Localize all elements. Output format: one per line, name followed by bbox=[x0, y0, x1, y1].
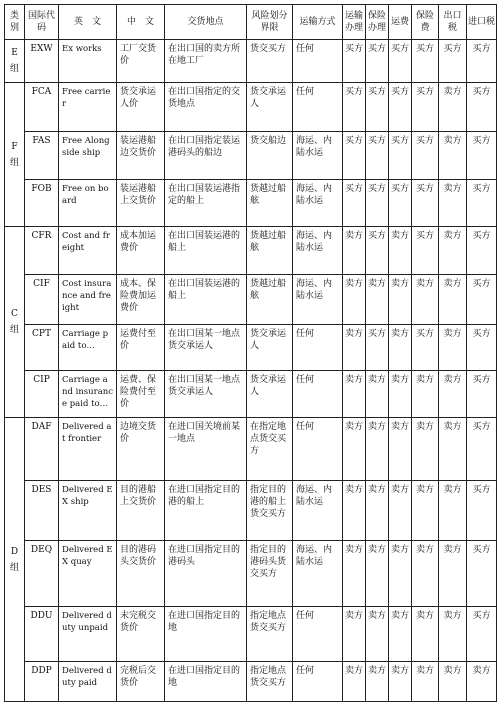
insurance-fee: 买方 bbox=[412, 180, 439, 227]
insurance-arrange: 买方 bbox=[366, 40, 389, 83]
insurance-fee: 卖方 bbox=[412, 662, 439, 702]
transport-mode: 海运、内陆水运 bbox=[293, 132, 343, 180]
term-code: DAF bbox=[25, 418, 59, 481]
header-english: 英 文 bbox=[59, 5, 117, 40]
export-tax: 卖方 bbox=[439, 481, 467, 541]
freight: 卖方 bbox=[389, 227, 412, 275]
import-tax: 卖方 bbox=[467, 662, 497, 702]
insurance-fee: 卖方 bbox=[412, 275, 439, 325]
delivery-point: 在出口国装运港的船上 bbox=[165, 227, 247, 275]
transport-mode: 任何 bbox=[293, 40, 343, 83]
delivery-point: 在出口国装运港指定的船上 bbox=[165, 180, 247, 227]
insurance-fee: 卖方 bbox=[412, 481, 439, 541]
insurance-arrange: 买方 bbox=[366, 227, 389, 275]
export-tax: 卖方 bbox=[439, 541, 467, 607]
freight: 卖方 bbox=[389, 418, 412, 481]
term-chinese: 完税后交货价 bbox=[117, 662, 165, 702]
group-cell bbox=[5, 227, 25, 418]
term-code: EXW bbox=[25, 40, 59, 83]
freight: 卖方 bbox=[389, 607, 412, 662]
insurance-fee: 卖方 bbox=[412, 418, 439, 481]
freight: 卖方 bbox=[389, 481, 412, 541]
insurance-fee: 卖方 bbox=[412, 371, 439, 418]
transport-arrange: 买方 bbox=[343, 40, 366, 83]
term-english: Cost insurance and freight bbox=[59, 275, 117, 325]
export-tax: 卖方 bbox=[439, 607, 467, 662]
term-english: Delivered duty unpaid bbox=[59, 607, 117, 662]
import-tax: 买方 bbox=[467, 541, 497, 607]
group-cell bbox=[5, 40, 25, 83]
import-tax: 买方 bbox=[467, 325, 497, 371]
freight: 卖方 bbox=[389, 541, 412, 607]
transport-arrange: 卖方 bbox=[343, 325, 366, 371]
import-tax: 买方 bbox=[467, 83, 497, 132]
header-transport-mode: 运输方式 bbox=[293, 5, 343, 40]
insurance-fee: 买方 bbox=[412, 40, 439, 83]
group-suffix: 组 bbox=[9, 325, 19, 335]
freight: 买方 bbox=[389, 40, 412, 83]
group-letter: D bbox=[10, 546, 19, 557]
table-row bbox=[5, 180, 497, 227]
transport-mode: 海运、内陆水运 bbox=[293, 541, 343, 607]
delivery-point: 在出口国指定装运港码头的船边 bbox=[165, 132, 247, 180]
header-category: 类别 bbox=[5, 5, 25, 40]
insurance-arrange: 卖方 bbox=[366, 371, 389, 418]
export-tax: 卖方 bbox=[439, 325, 467, 371]
export-tax: 卖方 bbox=[439, 180, 467, 227]
transport-arrange: 卖方 bbox=[343, 275, 366, 325]
header-export-tax: 出口税 bbox=[439, 5, 467, 40]
import-tax: 买方 bbox=[467, 481, 497, 541]
header-insurance-fee: 保险费 bbox=[412, 5, 439, 40]
table-row bbox=[5, 371, 497, 418]
insurance-fee: 卖方 bbox=[412, 607, 439, 662]
term-english: Free carrier bbox=[59, 83, 117, 132]
table-row bbox=[5, 607, 497, 662]
term-english: Cost and freight bbox=[59, 227, 117, 275]
term-english: Ex works bbox=[59, 40, 117, 83]
export-tax: 卖方 bbox=[439, 371, 467, 418]
transport-arrange: 卖方 bbox=[343, 607, 366, 662]
term-chinese: 货交承运人价 bbox=[117, 83, 165, 132]
insurance-fee: 买方 bbox=[412, 227, 439, 275]
freight: 卖方 bbox=[389, 325, 412, 371]
table-row bbox=[5, 227, 497, 275]
insurance-arrange: 买方 bbox=[366, 325, 389, 371]
transport-arrange: 卖方 bbox=[343, 662, 366, 702]
risk-boundary: 货交买方 bbox=[247, 40, 293, 83]
freight: 卖方 bbox=[389, 275, 412, 325]
term-chinese: 成本加运费价 bbox=[117, 227, 165, 275]
delivery-point: 在出口国的卖方所在地工厂 bbox=[165, 40, 247, 83]
table-row bbox=[5, 418, 497, 481]
term-code: CPT bbox=[25, 325, 59, 371]
insurance-arrange: 买方 bbox=[366, 83, 389, 132]
transport-mode: 任何 bbox=[293, 325, 343, 371]
term-code: FCA bbox=[25, 83, 59, 132]
group-suffix: 组 bbox=[9, 562, 19, 573]
incoterms-table bbox=[4, 4, 497, 702]
group-letter: E bbox=[11, 48, 18, 58]
transport-mode: 任何 bbox=[293, 83, 343, 132]
transport-arrange: 买方 bbox=[343, 83, 366, 132]
delivery-point: 在进口国指定目的地 bbox=[165, 662, 247, 702]
header-transport-arrange: 运输办理 bbox=[343, 5, 366, 40]
risk-boundary: 货交承运人 bbox=[247, 83, 293, 132]
import-tax: 买方 bbox=[467, 40, 497, 83]
insurance-arrange: 买方 bbox=[366, 180, 389, 227]
group-suffix: 组 bbox=[9, 157, 19, 168]
transport-mode: 任何 bbox=[293, 662, 343, 702]
table-body bbox=[5, 40, 497, 702]
delivery-point: 在进口国关境前某一地点 bbox=[165, 418, 247, 481]
term-code: FAS bbox=[25, 132, 59, 180]
term-chinese: 未完税交货价 bbox=[117, 607, 165, 662]
export-tax: 卖方 bbox=[439, 83, 467, 132]
transport-arrange: 卖方 bbox=[343, 418, 366, 481]
transport-arrange: 卖方 bbox=[343, 541, 366, 607]
group-cell bbox=[5, 418, 25, 702]
insurance-fee: 卖方 bbox=[412, 541, 439, 607]
transport-mode: 海运、内陆水运 bbox=[293, 481, 343, 541]
import-tax: 买方 bbox=[467, 371, 497, 418]
risk-boundary: 货交承运人 bbox=[247, 325, 293, 371]
export-tax: 卖方 bbox=[439, 227, 467, 275]
freight: 卖方 bbox=[389, 371, 412, 418]
table-row bbox=[5, 325, 497, 371]
delivery-point: 在进口国指定目的港码头 bbox=[165, 541, 247, 607]
term-chinese: 目的港船上交货价 bbox=[117, 481, 165, 541]
table-row bbox=[5, 662, 497, 702]
header-freight: 运费 bbox=[389, 5, 412, 40]
group-cell bbox=[5, 83, 25, 227]
table-row bbox=[5, 132, 497, 180]
delivery-point: 在出口国某一地点货交承运人 bbox=[165, 325, 247, 371]
table-row bbox=[5, 275, 497, 325]
term-chinese: 运费、保险费付至价 bbox=[117, 371, 165, 418]
import-tax: 买方 bbox=[467, 132, 497, 180]
export-tax: 卖方 bbox=[439, 275, 467, 325]
insurance-fee: 买方 bbox=[412, 325, 439, 371]
term-code: CIP bbox=[25, 371, 59, 418]
transport-arrange: 买方 bbox=[343, 180, 366, 227]
transport-arrange: 卖方 bbox=[343, 481, 366, 541]
group-letter: F bbox=[11, 141, 18, 152]
import-tax: 买方 bbox=[467, 607, 497, 662]
header-row bbox=[5, 5, 497, 40]
transport-arrange: 卖方 bbox=[343, 371, 366, 418]
transport-arrange: 卖方 bbox=[343, 227, 366, 275]
risk-boundary: 指定地点货交买方 bbox=[247, 607, 293, 662]
term-english: Carriage paid to… bbox=[59, 325, 117, 371]
transport-arrange: 买方 bbox=[343, 132, 366, 180]
term-chinese: 成本、保险费加运费价 bbox=[117, 275, 165, 325]
insurance-arrange: 卖方 bbox=[366, 541, 389, 607]
term-english: Delivered at frontier bbox=[59, 418, 117, 481]
insurance-arrange: 卖方 bbox=[366, 662, 389, 702]
insurance-fee: 买方 bbox=[412, 132, 439, 180]
freight: 买方 bbox=[389, 83, 412, 132]
group-suffix: 组 bbox=[9, 64, 19, 74]
term-code: CFR bbox=[25, 227, 59, 275]
insurance-fee: 买方 bbox=[412, 83, 439, 132]
term-chinese: 目的港码头交货价 bbox=[117, 541, 165, 607]
freight: 买方 bbox=[389, 132, 412, 180]
insurance-arrange: 卖方 bbox=[366, 418, 389, 481]
header-insurance-arrange: 保险办理 bbox=[366, 5, 389, 40]
header-risk: 风险划分界限 bbox=[247, 5, 293, 40]
term-english: Delivered EX quay bbox=[59, 541, 117, 607]
import-tax: 买方 bbox=[467, 180, 497, 227]
risk-boundary: 货越过船舷 bbox=[247, 275, 293, 325]
risk-boundary: 在指定地点货交买方 bbox=[247, 418, 293, 481]
transport-mode: 海运、内陆水运 bbox=[293, 227, 343, 275]
term-code: DDP bbox=[25, 662, 59, 702]
term-english: Delivered duty paid bbox=[59, 662, 117, 702]
term-code: FOB bbox=[25, 180, 59, 227]
header-code: 国际代码 bbox=[25, 5, 59, 40]
transport-mode: 海运、内陆水运 bbox=[293, 275, 343, 325]
table-row bbox=[5, 541, 497, 607]
delivery-point: 在出口国指定的交货地点 bbox=[165, 83, 247, 132]
delivery-point: 在进口国指定目的地 bbox=[165, 607, 247, 662]
term-english: Free on board bbox=[59, 180, 117, 227]
export-tax: 卖方 bbox=[439, 418, 467, 481]
term-chinese: 工厂交货价 bbox=[117, 40, 165, 83]
header-chinese: 中 文 bbox=[117, 5, 165, 40]
term-chinese: 运费付至价 bbox=[117, 325, 165, 371]
insurance-arrange: 买方 bbox=[366, 132, 389, 180]
delivery-point: 在出口国装运港的船上 bbox=[165, 275, 247, 325]
table-row bbox=[5, 40, 497, 83]
term-chinese: 装运港船边交货价 bbox=[117, 132, 165, 180]
header-import-tax: 进口税 bbox=[467, 5, 497, 40]
table-row bbox=[5, 83, 497, 132]
term-english: Free Alongside ship bbox=[59, 132, 117, 180]
transport-mode: 任何 bbox=[293, 607, 343, 662]
term-english: Carriage and insurance paid to… bbox=[59, 371, 117, 418]
header-delivery: 交货地点 bbox=[165, 5, 247, 40]
delivery-point: 在出口国某一地点货交承运人 bbox=[165, 371, 247, 418]
risk-boundary: 指定地点货交买方 bbox=[247, 662, 293, 702]
import-tax: 买方 bbox=[467, 418, 497, 481]
risk-boundary: 指定目的港的船上货交买方 bbox=[247, 481, 293, 541]
insurance-arrange: 卖方 bbox=[366, 275, 389, 325]
export-tax: 买方 bbox=[439, 40, 467, 83]
term-chinese: 装运港船上交货价 bbox=[117, 180, 165, 227]
export-tax: 卖方 bbox=[439, 662, 467, 702]
group-letter: C bbox=[11, 309, 18, 319]
term-chinese: 边境交货价 bbox=[117, 418, 165, 481]
delivery-point: 在进口国指定目的港的船上 bbox=[165, 481, 247, 541]
risk-boundary: 货越过船舷 bbox=[247, 180, 293, 227]
freight: 买方 bbox=[389, 180, 412, 227]
term-code: DDU bbox=[25, 607, 59, 662]
term-code: DES bbox=[25, 481, 59, 541]
transport-mode: 海运、内陆水运 bbox=[293, 180, 343, 227]
freight: 卖方 bbox=[389, 662, 412, 702]
import-tax: 买方 bbox=[467, 275, 497, 325]
transport-mode: 任何 bbox=[293, 371, 343, 418]
export-tax: 卖方 bbox=[439, 132, 467, 180]
term-code: DEQ bbox=[25, 541, 59, 607]
risk-boundary: 货交船边 bbox=[247, 132, 293, 180]
insurance-arrange: 卖方 bbox=[366, 607, 389, 662]
risk-boundary: 指定目的港码头货交买方 bbox=[247, 541, 293, 607]
term-english: Delivered EX ship bbox=[59, 481, 117, 541]
transport-mode: 任何 bbox=[293, 418, 343, 481]
table-row bbox=[5, 481, 497, 541]
import-tax: 买方 bbox=[467, 227, 497, 275]
risk-boundary: 货交承运人 bbox=[247, 371, 293, 418]
risk-boundary: 货越过船舷 bbox=[247, 227, 293, 275]
insurance-arrange: 卖方 bbox=[366, 481, 389, 541]
term-code: CIF bbox=[25, 275, 59, 325]
